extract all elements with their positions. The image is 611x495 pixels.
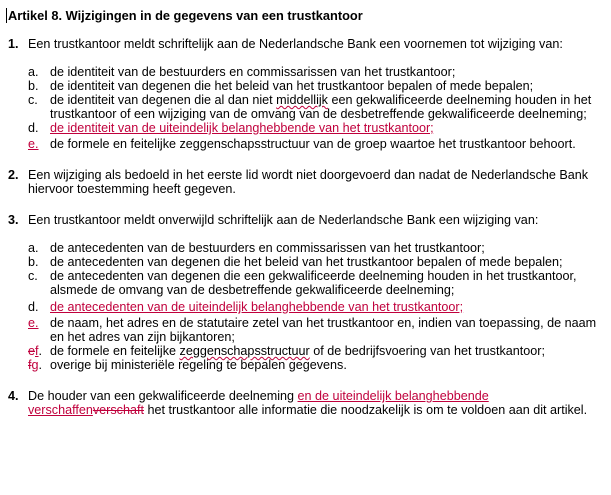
list-p1 — [8, 65, 608, 151]
tracked-insertion: verschaffen — [28, 403, 93, 417]
paragraph-3 — [8, 213, 608, 227]
list-item: a. de identiteit van de bestuurders en commissarissen van het trustkantoor; — [28, 65, 456, 79]
paragraph-1 — [8, 37, 608, 51]
list-item: c. de antecedenten van degenen die een gekwalificeerde deelneming houden in het trustkantoor, alsmede de omvang van de desbetreffende gekwalificeerde deelneming; — [28, 269, 577, 297]
tracked-insertion: e. — [28, 137, 39, 151]
document — [8, 8, 608, 417]
tracked-deletion: f — [28, 358, 32, 372]
list-item: fg. overige bij ministeriële regeling te bepalen gegevens. — [28, 358, 347, 372]
tracked-insertion: f — [35, 344, 39, 358]
list-item: b. de antecedenten van degenen die het beleid van het trustkantoor bepalen of mede bepalen; — [28, 255, 563, 269]
tracked-insertion: de identiteit van de uiteindelijk belanghebbende van het trustkantoor; — [50, 121, 434, 135]
paragraph-number: 1. — [8, 37, 19, 51]
list-item: e. de formele en feitelijke zeggenschapsstructuur van de groep waartoe het trustkantoor behoort. — [28, 137, 576, 151]
tracked-insertion: de antecedenten van de uiteindelijk belanghebbende van het trustkantoor; — [50, 300, 464, 314]
paragraph-number: 2. — [8, 168, 19, 182]
list-item: ef. de formele en feitelijke zeggenschapsstructuur of de bedrijfsvoering van het trustkantoor; — [28, 344, 545, 358]
list-item: e. de naam, het adres en de statutaire zetel van het trustkantoor en, indien van toepassing, de naam en het adres van zijn bijkantoren; — [28, 316, 597, 344]
tracked-deletion: verschaft — [92, 403, 144, 417]
tracked-insertion: e. — [28, 316, 39, 330]
tracked-insertion: g — [31, 358, 39, 372]
paragraph-text: De houder van een gekwalificeerde deelneming en de uiteindelijk belanghebbende verschaffenverschaft het trustkantoor alle informatie die noodzakelijk is om te voldoen aan dit artikel. — [28, 389, 588, 417]
article-title: Artikel 8. Wijzigingen in de gegevens van een trustkantoor — [6, 8, 608, 23]
list-item: c. de identiteit van degenen die al dan niet middellijk een gekwalificeerde deelneming houden in het trustkantoor of een wijziging van de omvang van de desbetreffende gekwalificeerde deelneming; — [28, 93, 592, 121]
spelling-flag: middellijk — [276, 93, 328, 107]
paragraph-text: Een trustkantoor meldt schriftelijk aan de Nederlandsche Bank een voornemen tot wijziging van: — [28, 37, 563, 51]
paragraph-number: 3. — [8, 213, 19, 227]
tracked-insertion: en de uiteindelijk belanghebbende — [297, 389, 489, 403]
paragraph-4 — [8, 389, 608, 417]
spelling-flag: zeggenschapsstructuur — [179, 344, 310, 358]
list-item-inserted: d. de identiteit van de uiteindelijk belanghebbende van het trustkantoor; — [28, 121, 608, 135]
list-item-inserted: d. de antecedenten van de uiteindelijk belanghebbende van het trustkantoor; — [28, 300, 608, 314]
list-p3 — [8, 241, 608, 372]
paragraph-text: Een wijziging als bedoeld in het eerste lid wordt niet doorgevoerd dan nadat de Nederlandsche Bank hiervoor toestemming heeft gegeven. — [28, 168, 589, 196]
list-item: a. de antecedenten van de bestuurders en commissarissen van het trustkantoor; — [28, 241, 485, 255]
paragraph-2 — [8, 168, 608, 196]
list-item: b. de identiteit van degenen die het beleid van het trustkantoor bepalen of mede bepalen; — [28, 79, 534, 93]
paragraph-text: Een trustkantoor meldt onverwijld schriftelijk aan de Nederlandsche Bank een wijziging van: — [28, 213, 539, 227]
tracked-deletion: e — [28, 344, 36, 358]
paragraph-number: 4. — [8, 389, 19, 403]
